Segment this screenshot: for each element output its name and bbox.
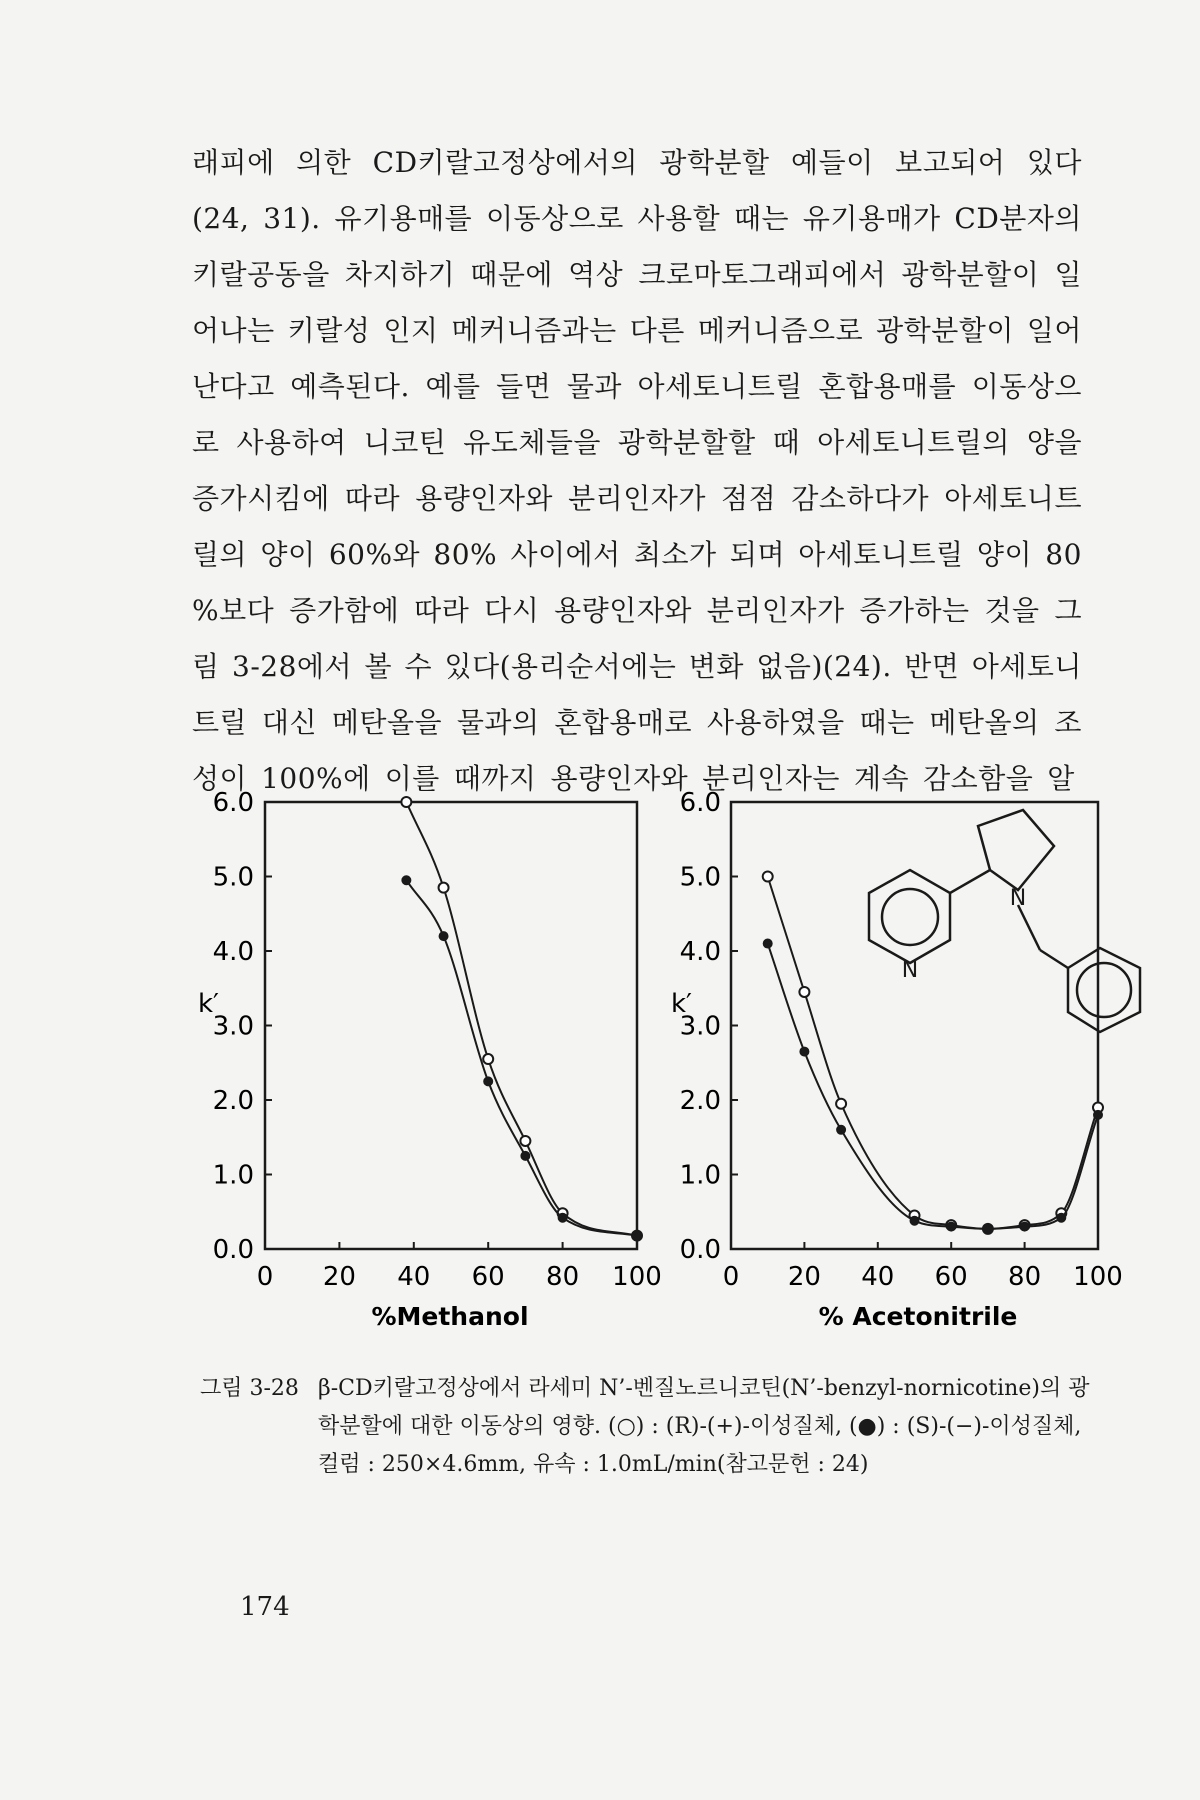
x-tick-label: 40 xyxy=(397,1262,431,1292)
word: 혼합용매로 xyxy=(554,706,693,739)
word: 용량인자와 xyxy=(554,594,692,627)
word: 니코틴 xyxy=(363,426,447,459)
word: 있다(용리순서에는 xyxy=(444,650,677,683)
y-tick-label: 5.0 xyxy=(212,862,254,893)
y-tick-label: 6.0 xyxy=(679,788,721,818)
word: 광학분할 xyxy=(659,146,770,179)
word: 키랄공동을 xyxy=(192,258,330,291)
filled-circle-point xyxy=(1057,1213,1066,1222)
y-tick-label: 4.0 xyxy=(679,937,721,967)
word: 예측된다. xyxy=(290,370,410,403)
word: 메커니즘과는 xyxy=(451,314,617,347)
word: 혼합용매를 xyxy=(818,370,957,403)
n-benzylnornicotine-structure xyxy=(869,810,1140,1032)
caption-label: 그림 3-28 xyxy=(200,1376,299,1401)
word: 분리인자가 xyxy=(568,482,706,515)
word: 때문에 xyxy=(470,258,553,291)
word: 아세토니트릴 xyxy=(798,538,964,571)
word: 분리인자는 xyxy=(702,762,840,795)
word: 점점 xyxy=(721,482,777,515)
y-tick-label: 4.0 xyxy=(212,937,254,967)
word: 80 xyxy=(1045,538,1082,571)
word: 대신 xyxy=(261,706,318,739)
word: 때까지 xyxy=(453,762,537,795)
x-tick-label: 0 xyxy=(256,1262,274,1292)
word: 3-28에서 xyxy=(232,650,353,683)
word: 변화 xyxy=(688,650,744,683)
word: 일 xyxy=(1054,258,1082,291)
word: 광학분할이 xyxy=(901,258,1040,291)
caption-text: β-CD키랄고정상에서 라세미 N’-벤질노르니코틴(N’-benzyl-nornicotine)의 광학분할에 대한 이동상의 영향. (○) : (R)-(+)-이성질체, (●) : (S)-(−)-이성질체, 컬럼 : 250×4.6mm, 유속 : 1.0mL/min(참고문헌 : 24) xyxy=(318,1376,1090,1477)
word: 증가하는 xyxy=(859,594,970,627)
word: 들면 xyxy=(496,370,552,403)
filled-circle-point xyxy=(439,932,448,941)
series-line xyxy=(768,944,1098,1229)
open-circle-point xyxy=(483,1054,493,1064)
word: 릴의 xyxy=(192,538,248,571)
word: 성이 xyxy=(192,762,248,795)
word: 양이 xyxy=(260,538,316,571)
benzyl-bond xyxy=(1018,905,1040,950)
word: 볼 xyxy=(364,650,393,683)
x-tick-label: 80 xyxy=(546,1262,580,1292)
word: 증가함에 xyxy=(289,594,400,627)
word: 예를 xyxy=(425,370,481,403)
word: 사용하여 xyxy=(236,426,347,459)
filled-circle-point xyxy=(800,1047,809,1056)
word: 광학분할할 xyxy=(617,426,756,459)
word: 알 xyxy=(1047,762,1075,795)
word: CD키랄고정상에서의 xyxy=(372,146,638,179)
word: 메탄올의 xyxy=(929,706,1040,739)
word: 사용할 xyxy=(637,202,721,235)
word: 사용하였을 xyxy=(706,706,845,739)
pyrrolidine-nitrogen-label: N xyxy=(1009,886,1027,911)
word: 최소가 xyxy=(633,538,717,571)
y-axis-label: k′ xyxy=(198,989,219,1019)
word: 유기용매가 xyxy=(802,202,941,235)
word: 증가시킴에 xyxy=(192,482,330,515)
filled-circle-point xyxy=(947,1222,956,1231)
word: 키랄성 xyxy=(287,314,371,347)
word: 반면 xyxy=(904,650,960,683)
y-tick-label: 6.0 xyxy=(212,788,254,818)
word: 광학분할이 xyxy=(876,314,1014,347)
pyrrolidine-ring xyxy=(978,810,1054,890)
filled-circle-point xyxy=(558,1213,567,1222)
word: 일어 xyxy=(1026,314,1082,347)
word: 아세토니트릴 xyxy=(637,370,803,403)
word: 메커니즘으로 xyxy=(697,314,864,347)
word: 이를 xyxy=(384,762,440,795)
word: 때는 xyxy=(859,706,915,739)
word: 80% xyxy=(433,538,498,571)
word: 보고되어 xyxy=(895,146,1006,179)
ring-link-bond xyxy=(950,870,990,893)
word: 양이 xyxy=(976,538,1032,571)
word: 분리인자가 xyxy=(706,594,845,627)
pyridine-aromatic-circle xyxy=(882,889,938,945)
word: 수 xyxy=(404,650,433,683)
benzyl-bond xyxy=(1040,950,1068,968)
page-number: 174 xyxy=(240,1592,290,1622)
x-tick-label: 40 xyxy=(861,1262,895,1292)
word: CD분자의 xyxy=(954,202,1082,235)
word: 래피에 xyxy=(192,146,275,179)
filled-circle-point xyxy=(402,876,411,885)
open-circle-point xyxy=(520,1136,530,1146)
y-tick-label: 0.0 xyxy=(679,1235,721,1265)
plot-frame xyxy=(265,802,637,1249)
y-tick-label: 3.0 xyxy=(212,1011,254,1042)
y-tick-label: 2.0 xyxy=(679,1086,721,1116)
word: 이동상으 xyxy=(971,370,1082,403)
x-tick-label: 60 xyxy=(471,1262,505,1292)
word: 이동상으로 xyxy=(486,202,624,235)
x-tick-label: 20 xyxy=(787,1262,821,1292)
word: 아세토니트릴의 xyxy=(817,426,1010,459)
word: 크로마토그래피에서 xyxy=(638,258,887,291)
open-circle-point xyxy=(836,1099,846,1109)
x-tick-label: 60 xyxy=(934,1262,968,1292)
open-circle-point xyxy=(439,883,449,893)
word: 따라 xyxy=(344,482,401,515)
word: 예들이 xyxy=(791,146,874,179)
filled-circle-point xyxy=(633,1231,642,1240)
word: 아세토니 xyxy=(971,650,1082,683)
word: 때는 xyxy=(733,202,790,235)
word: 의한 xyxy=(296,146,352,179)
word: 다른 xyxy=(629,314,685,347)
word: 계속 xyxy=(853,762,910,795)
x-tick-label: 100 xyxy=(1073,1262,1123,1292)
word: 로 xyxy=(192,426,220,459)
word: 때 xyxy=(772,426,801,459)
word: 것을 xyxy=(984,594,1040,627)
word: 어나는 xyxy=(192,314,275,347)
word: 림 xyxy=(192,650,220,683)
y-tick-label: 5.0 xyxy=(679,862,721,893)
word: 그 xyxy=(1054,594,1082,627)
x-tick-label: 20 xyxy=(322,1262,356,1292)
word: 31). xyxy=(263,202,321,235)
benzene-aromatic-circle xyxy=(1077,963,1131,1017)
y-tick-label: 2.0 xyxy=(212,1086,254,1116)
benzene-ring xyxy=(1068,948,1140,1032)
x-axis-title: % Acetonitrile xyxy=(818,1302,1018,1331)
word: %보다 xyxy=(192,594,275,627)
word: 트릴 xyxy=(192,706,248,739)
word: 다시 xyxy=(484,594,540,627)
word: 물과 xyxy=(566,370,622,403)
word: 감소하다가 xyxy=(791,482,930,515)
filled-circle-point xyxy=(1094,1110,1103,1119)
filled-circle-point xyxy=(983,1224,992,1233)
filled-circle-point xyxy=(484,1077,493,1086)
y-tick-label: 0.0 xyxy=(212,1235,254,1265)
word: 차지하기 xyxy=(344,258,456,291)
word: 100%에 xyxy=(261,762,371,795)
series-line xyxy=(406,802,637,1236)
y-tick-label: 3.0 xyxy=(679,1011,721,1042)
open-circle-point xyxy=(401,797,411,807)
x-tick-label: 0 xyxy=(722,1262,740,1292)
pyridine-nitrogen-label: N xyxy=(901,958,919,983)
y-tick-label: 1.0 xyxy=(679,1160,721,1191)
filled-circle-point xyxy=(1020,1222,1029,1231)
word: 물과의 xyxy=(456,706,540,739)
word: 용량인자와 xyxy=(415,482,553,515)
word: 역상 xyxy=(568,258,624,291)
y-tick-label: 1.0 xyxy=(212,1160,254,1191)
methanol-chart xyxy=(198,788,662,1331)
word: 인지 xyxy=(383,314,439,347)
word: 따라 xyxy=(414,594,470,627)
word: 유기용매를 xyxy=(334,202,473,235)
word: 되며 xyxy=(729,538,785,571)
word: 60%와 xyxy=(328,538,421,571)
x-tick-label: 100 xyxy=(612,1262,662,1292)
y-axis-label: k′ xyxy=(671,989,692,1019)
word: 없음)(24). xyxy=(756,650,892,683)
word: 양을 xyxy=(1026,426,1082,459)
word: 메탄올을 xyxy=(331,706,443,739)
word: 감소함을 xyxy=(923,762,1034,795)
word: 유도체들을 xyxy=(463,426,601,459)
filled-circle-point xyxy=(521,1151,530,1160)
word: 아세토니트 xyxy=(944,482,1082,515)
open-circle-point xyxy=(799,987,809,997)
word: 난다고 xyxy=(192,370,275,403)
word: 용량인자와 xyxy=(550,762,689,795)
plot-frame xyxy=(731,802,1098,1249)
series-line xyxy=(768,877,1098,1229)
word: 조 xyxy=(1054,706,1082,739)
filled-circle-point xyxy=(763,939,772,948)
x-tick-label: 80 xyxy=(1008,1262,1042,1292)
word: 있다 xyxy=(1026,146,1082,179)
acetonitrile-chart xyxy=(671,788,1123,1331)
word: 사이에서 xyxy=(510,538,621,571)
filled-circle-point xyxy=(910,1216,919,1225)
word: (24, xyxy=(192,202,250,235)
open-circle-point xyxy=(763,872,773,882)
filled-circle-point xyxy=(837,1125,846,1134)
x-axis-title: %Methanol xyxy=(371,1302,529,1331)
